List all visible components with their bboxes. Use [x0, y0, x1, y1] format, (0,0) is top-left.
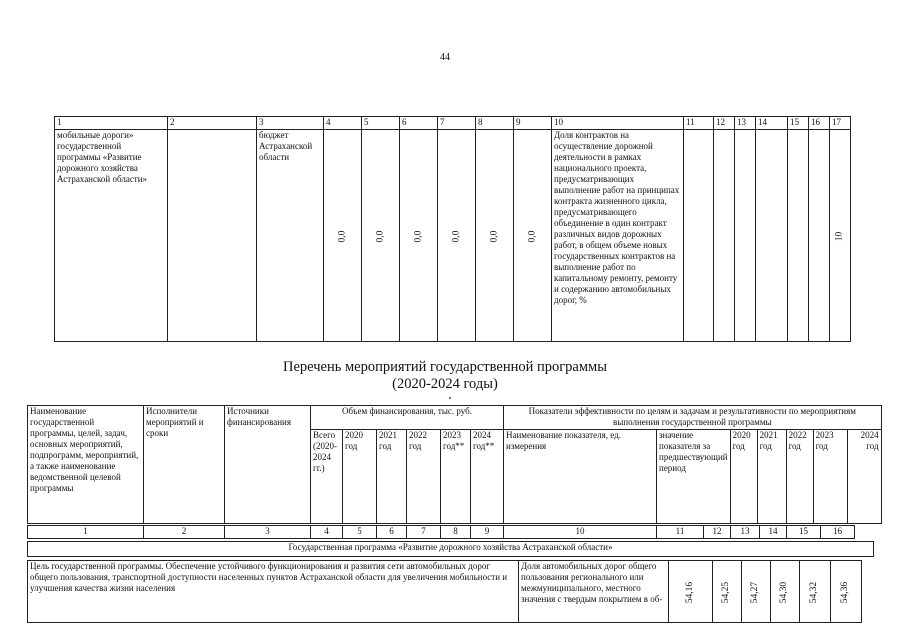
executors-column-header: Исполнители мероприятий и сроки	[144, 406, 225, 524]
year-column-header: 2021 год	[377, 430, 407, 524]
empty-cell	[809, 130, 830, 342]
section-subtitle: (2020-2024 годы)	[392, 376, 498, 392]
value-cell: 0,0	[362, 130, 400, 342]
col-number: 3	[225, 526, 311, 539]
col-number: 13	[735, 117, 756, 130]
measures-header-table	[27, 405, 882, 524]
financing-group-header: Объем финансирования, тыс. руб.	[311, 406, 504, 430]
col-number: 11	[657, 526, 704, 539]
col-number: 6	[377, 526, 407, 539]
top-table	[54, 116, 851, 342]
col-number: 10	[504, 526, 657, 539]
col-number: 14	[756, 117, 788, 130]
year-column-header: 2023 год	[813, 430, 847, 524]
value-cell: 54,36	[831, 561, 862, 623]
col-number: 13	[731, 526, 760, 539]
col-number: 2	[144, 526, 225, 539]
empty-cell	[788, 130, 809, 342]
empty-cell	[756, 130, 788, 342]
year-column-header: 2023 год**	[441, 430, 471, 524]
section-title: Перечень мероприятий государственной программы	[283, 359, 607, 375]
empty-cell	[168, 130, 257, 342]
col-number: 4	[311, 526, 343, 539]
col-number: 5	[362, 117, 400, 130]
col-number: 7	[407, 526, 441, 539]
col-number: 3	[257, 117, 324, 130]
col-number: 16	[821, 526, 855, 539]
program-row	[28, 542, 874, 557]
col-number: 17	[830, 117, 851, 130]
col-number: 15	[787, 526, 821, 539]
total-column-header: Всего (2020-2024 гг.)	[311, 430, 343, 524]
goal-table	[27, 560, 862, 623]
table-row	[55, 130, 851, 342]
col-number: 2	[168, 117, 257, 130]
program-title-cell: Государственная программа «Развитие дорожного хозяйства Астраханской области»	[28, 542, 874, 557]
previous-value-header: значение показателя за предшествующий период	[657, 430, 731, 524]
value-cell: 54,25	[713, 561, 742, 623]
year-column-header: 2022 год	[407, 430, 441, 524]
col-number: 7	[438, 117, 476, 130]
col-number: 1	[55, 117, 168, 130]
year-column-header: 2020 год	[343, 430, 377, 524]
col-number: 15	[788, 117, 809, 130]
program-table	[27, 541, 874, 557]
col-number: 9	[514, 117, 552, 130]
header-number-row	[55, 117, 851, 130]
col-number: 8	[476, 117, 514, 130]
value-cell: 0,0	[400, 130, 438, 342]
col-number: 16	[809, 117, 830, 130]
year-column-header: 2022 год	[786, 430, 813, 524]
value-cell: 0,0	[438, 130, 476, 342]
year-column-header: 2020 год	[730, 430, 757, 524]
col-number: 12	[704, 526, 731, 539]
year-column-header: 2024 год	[847, 430, 881, 524]
goal-indicator-cell: Доля автомобильных дорог общего пользования регионального или межмуниципального, местного значения с твердым покрытием в об-	[519, 561, 669, 623]
col-number: 6	[400, 117, 438, 130]
indicator-name-header: Наименование показателя, ед. измерения	[504, 430, 657, 524]
name-column-header: Наименование государственной программы, целей, задач, основных мероприятий, подпрограмм, мероприятий, а также наименование ведомственной целевой программы	[28, 406, 144, 524]
sources-column-header: Источники финансирования	[225, 406, 311, 524]
col-number: 10	[552, 117, 684, 130]
scan-speck	[449, 397, 451, 399]
column-numbers-table	[27, 525, 855, 539]
number-row	[28, 526, 855, 539]
empty-cell	[684, 130, 714, 342]
year-column-header: 2021 год	[757, 430, 786, 524]
col-number: 4	[324, 117, 362, 130]
page-number: 44	[440, 52, 450, 63]
value-cell: 0,0	[514, 130, 552, 342]
year-column-header: 2024 год**	[471, 430, 504, 524]
value-cell: 0,0	[476, 130, 514, 342]
indicator-cell: Доля контрактов на осуществление дорожной деятельности в рамках национального проекта, предусматривающих выполнение работ на принципах контракта жизненного цикла, предусматривающего объединение в один контракт различных видов дорожных работ, в общем объеме новых государственных контрактов на выполнение работ по капитальному ремонту, ремонту и содержанию автомобильных дорог, %	[552, 130, 684, 342]
value-cell: 54,32	[800, 561, 831, 623]
goal-row	[28, 561, 862, 623]
empty-cell	[735, 130, 756, 342]
col-number: 11	[684, 117, 714, 130]
value-cell: 54,30	[771, 561, 800, 623]
funding-source-cell: бюджет Астраханской области	[257, 130, 324, 342]
empty-cell	[714, 130, 735, 342]
col-number: 14	[760, 526, 787, 539]
value-cell: 10	[830, 130, 851, 342]
col-number: 8	[441, 526, 471, 539]
col-number: 1	[28, 526, 144, 539]
goal-text-cell: Цель государственной программы. Обеспечение устойчивого функционирования и развития сети автомобильных дорог общего пользования, транспортной доступности населенных пунктов Астраханской области для увеличения мобильности и улучшения качества жизни населения	[28, 561, 519, 623]
value-cell: 54,16	[669, 561, 713, 623]
header-row-1	[28, 406, 882, 430]
col-number: 9	[471, 526, 504, 539]
value-cell: 0,0	[324, 130, 362, 342]
col-number: 12	[714, 117, 735, 130]
col-number: 5	[343, 526, 377, 539]
value-cell: 54,27	[742, 561, 771, 623]
program-name-cell: мобильные дороги» государственной программы «Развитие дорожного хозяйства Астраханской области»	[55, 130, 168, 342]
indicators-group-header: Показатели эффективности по целям и задачам и результативности по мероприятиям выполнения государственной программы	[504, 406, 882, 430]
